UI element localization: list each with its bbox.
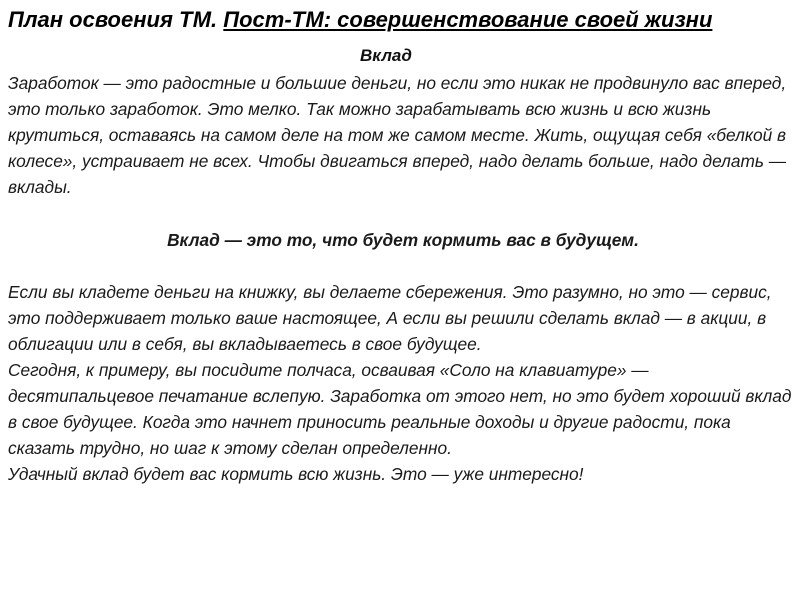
paragraph-earnings: Заработок — это радостные и большие деньги, но если это никак не продвинуло вас вперед, это только заработок. Это мелко. Так можно зарабатывать всю жизнь и всю жизнь крутиться, оставаясь на самом деле на том же самом месте. Жить, ощущая себя «белкой в колесе», устраивает не всех. Чтобы двигаться вперед, надо делать больше, надо делать — вклады.: [8, 73, 787, 198]
blank-line: [8, 200, 798, 226]
key-statement: Вклад — это то, что будет кормить вас в будущем.: [167, 229, 639, 250]
body-text: [8, 70, 798, 488]
paragraph-savings: Если вы кладете деньги на книжку, вы делаете сбережения. Это разумно, но это — сервис, это поддерживает только ваше настоящее, А если вы решили сделать вклад — в акции, в облигации или в себя, вы вкладываетесь в свое будущее.: [8, 281, 772, 354]
blank-line: [8, 253, 798, 279]
slide-subtitle: Вклад: [360, 46, 412, 65]
title-underlined: Пост-ТМ: совершенствование своей жизни: [223, 7, 713, 32]
paragraph-example: Сегодня, к примеру, вы посидите полчаса, осваивая «Соло на клавиатуре» — десятипальцевое печатание вслепую. Заработка от этого нет, но это будет хороший вклад в свое будущее. Когда это начнет приносить реальные доходы и другие радости, пока сказать трудно, но шаг к этому сделан определенно.: [8, 360, 792, 459]
slide-title: [8, 4, 792, 36]
paragraph-conclusion: Удачный вклад будет вас кормить всю жизнь. Это — уже интересно!: [8, 464, 584, 485]
title-prefix: План освоения ТМ.: [8, 7, 224, 32]
